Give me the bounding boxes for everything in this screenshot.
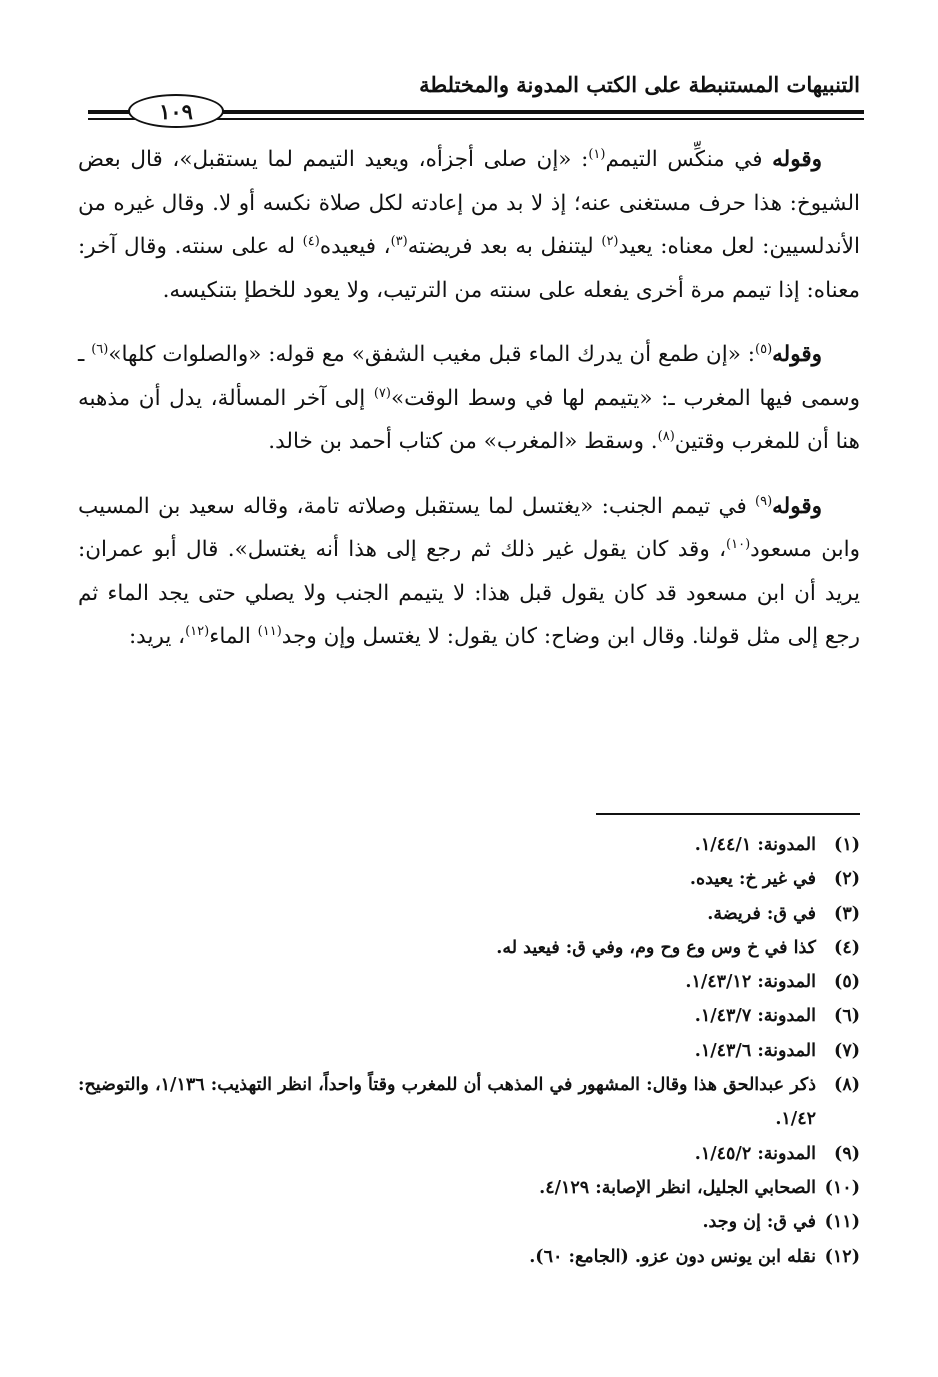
footnote-item bbox=[78, 1034, 860, 1068]
body-text-run: ليتنفل به بعد فريضته bbox=[407, 234, 602, 259]
footnote-text: الصحابي الجليل، انظر الإصابة: ٤/١٢٩. bbox=[539, 1177, 816, 1198]
page-number: ١٠٩ bbox=[128, 94, 224, 128]
paragraph-lead-word: وقوله bbox=[772, 493, 822, 519]
footnote-number: (٩) bbox=[834, 1143, 860, 1164]
footnote-number: (١٢) bbox=[824, 1246, 860, 1267]
body-text-run: في تيمم الجنب: «يغتسل لما يستقبل وصلاته تامة، وقاله سعيد بن المسيب وابن مسعود bbox=[78, 493, 861, 562]
footnote-marker: (٨) bbox=[657, 428, 675, 444]
footnote-item bbox=[78, 862, 860, 896]
footnote-item bbox=[78, 1068, 860, 1137]
paragraph-lead-word: وقوله bbox=[772, 147, 822, 172]
footnote-item bbox=[78, 828, 860, 862]
footnote-number: (٥) bbox=[834, 972, 860, 993]
footnote-number: (٢) bbox=[834, 869, 860, 890]
footnote-marker: (٦) bbox=[91, 341, 109, 357]
running-head-title: التنبيهات المستنبطة على الكتب المدونة والمختلطة bbox=[419, 72, 860, 97]
footnote-item bbox=[78, 1171, 860, 1205]
body-text-run: . وسقط «المغرب» من كتاب أحمد بن خالد. bbox=[268, 429, 658, 454]
footnote-item bbox=[78, 931, 860, 965]
body-text-run: الماء bbox=[209, 624, 258, 649]
footnote-separator bbox=[596, 813, 860, 815]
footnote-marker: (٩) bbox=[755, 493, 773, 509]
footnote-text: نقله ابن يونس دون عزو. (الجامع: ٦٠). bbox=[529, 1246, 816, 1267]
footnote-text: في غير خ: يعيده. bbox=[689, 869, 816, 890]
body-text-run: ، وقد كان يقول غير ذلك ثم رجع إلى هذا أنه يغتسل». قال أبو عمران: يريد أن ابن مسعود قد كان يقول قبل هذا: لا يتيمم الجنب ولا يصلي حتى يجد الماء ثم رجع إلى مثل قولنا. وقال ابن وضاح: كان يقول: لا يغتسل وإن وجد bbox=[78, 537, 860, 649]
footnote-text: المدونة: ١/٤٥/٢. bbox=[694, 1143, 816, 1164]
footnote-marker: (١٢) bbox=[185, 623, 210, 639]
footnote-item bbox=[78, 1137, 860, 1171]
footnote-item bbox=[78, 1205, 860, 1239]
footnote-marker: (٧) bbox=[373, 385, 391, 401]
footnote-text: المدونة: ١/٤٣/٧. bbox=[694, 1006, 816, 1027]
footnote-number: (٨) bbox=[834, 1075, 860, 1096]
footnote-text: في ق: إن وجد. bbox=[702, 1212, 816, 1233]
footnote-marker: (١١) bbox=[257, 623, 282, 639]
footnote-text: المدونة: ١/٤٣/١٢. bbox=[685, 972, 816, 993]
footnote-text: ذكر عبدالحق هذا وقال: المشهور في المذهب أن للمغرب وقتاً واحداً، انظر التهذيب: ١/١٣٦، والتوضيح: ١/٤٢. bbox=[78, 1075, 816, 1130]
footnote-marker: (٥) bbox=[755, 341, 773, 357]
body-text-run: ، يريد: bbox=[128, 624, 186, 649]
footnote-item bbox=[78, 1240, 860, 1274]
footnote-number: (١١) bbox=[824, 1212, 860, 1233]
footnote-item bbox=[78, 965, 860, 999]
footnote-number: (٤) bbox=[834, 937, 860, 958]
body-paragraph bbox=[78, 485, 860, 659]
footnote-item bbox=[78, 999, 860, 1033]
body-text-run: في منكِّس التيمم bbox=[605, 147, 773, 172]
footnote-marker: (١) bbox=[588, 146, 606, 162]
footnote-text: كذا في خ وس وع وح وم، وفي ق: فيعيد له. bbox=[496, 937, 816, 958]
footnote-number: (٣) bbox=[834, 903, 860, 924]
footnote-item bbox=[78, 897, 860, 931]
body-text-run: ، فيعيده bbox=[319, 234, 391, 259]
footnote-number: (١) bbox=[834, 835, 860, 855]
footnote-number: (٧) bbox=[834, 1040, 860, 1061]
paragraph-lead-word: وقوله bbox=[772, 342, 822, 367]
body-text-run: ـ وسمى فيها المغرب ـ: «يتيمم لها في وسط الوقت» bbox=[78, 342, 860, 411]
footnote-text: المدونة: ١/٤٤/١. bbox=[694, 835, 816, 855]
footnote-number: (١٠) bbox=[824, 1177, 860, 1198]
body-paragraph bbox=[78, 333, 860, 464]
body-paragraph bbox=[78, 138, 860, 312]
body-text-run: له على سنته. وقال آخر: معناه: إذا تيمم مرة أخرى يفعله على سنته من الترتيب، ولا يعود للخطإ بتنكيسه. bbox=[78, 234, 860, 303]
main-text bbox=[78, 138, 860, 680]
body-text-run: : «إن طمع أن يدرك الماء قبل مغيب الشفق» مع قوله: «والصلوات كلها» bbox=[108, 342, 755, 367]
body-text-run: إلى آخر المسألة، يدل أن مذهبه هنا أن للمغرب وقتين bbox=[78, 385, 860, 454]
footnote-number: (٦) bbox=[834, 1006, 860, 1027]
footnote-marker: (٤) bbox=[302, 233, 320, 249]
footnote-marker: (١٠) bbox=[726, 536, 751, 552]
footnote-text: المدونة: ١/٤٣/٦. bbox=[694, 1040, 816, 1061]
footnote-text: في ق: فريضة. bbox=[707, 903, 816, 924]
footnotes-list bbox=[78, 828, 860, 1274]
body-text-run: : «إن صلى أجزأه، ويعيد التيمم لما يستقبل»، قال بعض الشيوخ: هذا حرف مستغنى عنه؛ إذ لا بد من إعادته لكل صلاة نكسه أو لا. وقال غيره من الأندلسيين: لعل معناه: يعيد bbox=[78, 147, 860, 259]
footnote-marker: (٢) bbox=[601, 233, 619, 249]
footnote-marker: (٣) bbox=[390, 233, 408, 249]
